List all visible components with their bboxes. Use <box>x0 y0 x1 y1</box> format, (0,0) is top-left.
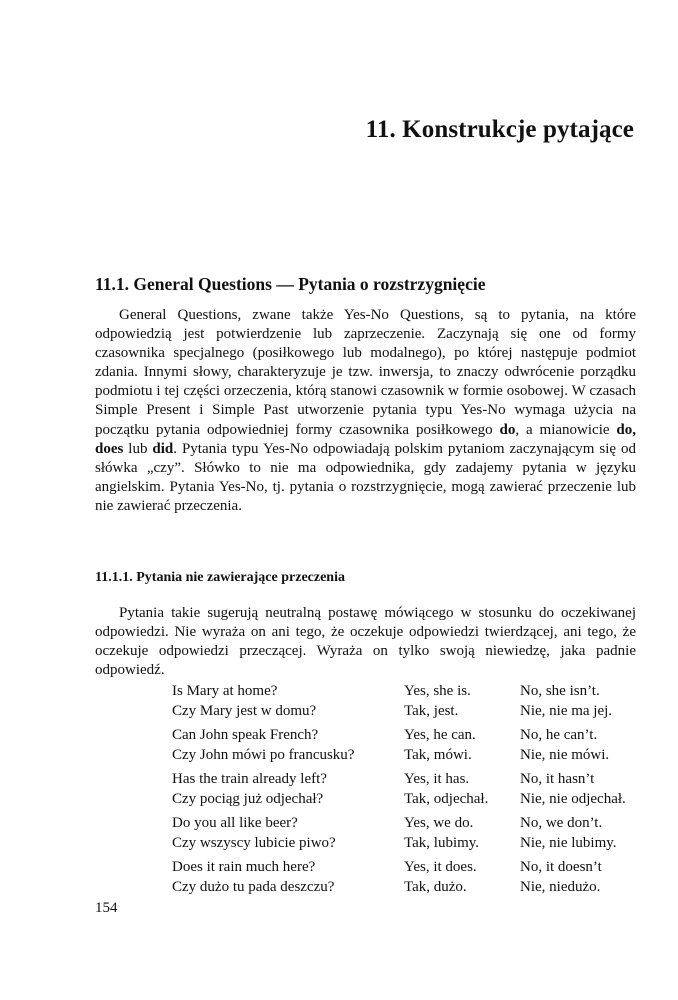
yes-answer: Tak, odjechał. <box>404 791 489 807</box>
question: Does it rain much here? <box>172 859 316 875</box>
subsection-title: 11.1.1. Pytania nie zawierające przeczenia <box>95 570 345 585</box>
question: Czy pociąg już odjechał? <box>172 791 324 807</box>
bold-term: do, does <box>95 421 636 457</box>
paragraph-text: . Pytania typu Yes-No odpowiadają polskim pytaniom zaczynającym się od słówka „czy”. Słówko to nie ma odpowiednika, gdy zadajemy pytania w języku angielskim. Pytania Yes-No, tj. pytania o rozstrzygnięcie, mogą zawierać przeczenie lub nie zawierać przeczenia. <box>95 440 637 514</box>
paragraph-text: Pytania takie sugerują neutralną postawę mówiącego w stosunku do oczekiwanej odpowiedzi. Nie wyraża on ani tego, że oczekuje odpowiedzi twierdzącej, ani tego, że oczekuje odpowiedzi przeczącej. Wyraża on tylko swoją niewiedzę, jaka padnie odpowiedź. <box>95 605 636 679</box>
question: Can John speak French? <box>172 727 319 743</box>
no-answer: No, it doesn’t <box>520 859 602 875</box>
no-answer: Nie, nie mówi. <box>520 747 610 763</box>
yes-answer: Yes, he can. <box>404 727 476 743</box>
yes-answer: Tak, lubimy. <box>404 835 480 851</box>
yes-answer: Yes, we do. <box>404 815 474 831</box>
no-answer: Nie, nie lubimy. <box>520 835 617 851</box>
question: Czy Mary jest w domu? <box>172 703 317 719</box>
subsection-paragraph <box>95 604 636 680</box>
no-answer: Nie, nie ma jej. <box>520 703 613 719</box>
yes-answer: Tak, mówi. <box>404 747 472 763</box>
bold-term: did <box>152 440 174 457</box>
no-answer: Nie, nie odjechał. <box>520 791 626 807</box>
bold-term: do <box>499 421 516 438</box>
yes-answer: Yes, it does. <box>404 859 477 875</box>
question: Do you all like beer? <box>172 815 298 831</box>
paragraph-text: , a mianowicie <box>515 421 617 438</box>
no-answer: No, she isn’t. <box>520 683 600 699</box>
question: Czy wszyscy lubicie piwo? <box>172 835 336 851</box>
section-title: 11.1. General Questions — Pytania o rozstrzygnięcie <box>95 274 486 294</box>
page-number: 154 <box>95 900 118 916</box>
yes-answer: Tak, dużo. <box>404 879 467 895</box>
no-answer: Nie, niedużo. <box>520 879 601 895</box>
no-answer: No, he can’t. <box>520 727 598 743</box>
question: Is Mary at home? <box>172 683 278 699</box>
question: Has the train already left? <box>172 771 327 787</box>
question: Czy dużo tu pada deszczu? <box>172 879 335 895</box>
yes-answer: Yes, she is. <box>404 683 471 699</box>
yes-answer: Tak, jest. <box>404 703 459 719</box>
paragraph-text: lub <box>123 440 153 457</box>
section-paragraph <box>95 306 636 516</box>
no-answer: No, we don’t. <box>520 815 603 831</box>
question: Czy John mówi po francusku? <box>172 747 355 763</box>
yes-answer: Yes, it has. <box>404 771 470 787</box>
chapter-title: 11. Konstrukcje pytające <box>365 116 634 143</box>
paragraph-text: General Questions, zwane także Yes-No Questions, są to pytania, na które odpowiedzią jest potwierdzenie lub zaprzeczenie. Zaczynają się one od formy czasownika specjalnego (posiłkowego lub modalnego), po której następuje podmiot zdania. Innymi słowy, charakteryzuje je tzw. inwersja, to znaczy odwrócenie porządku podmiotu i tej części orzeczenia, którą stanowi czasownik w formie osobowej. W czasach Simple Present i Simple Past utworzenie pytania typu Yes-No wymaga użycia na początku pytania odpowiedniej formy czasownika posiłkowego <box>95 307 636 438</box>
no-answer: No, it hasn’t <box>520 771 595 787</box>
